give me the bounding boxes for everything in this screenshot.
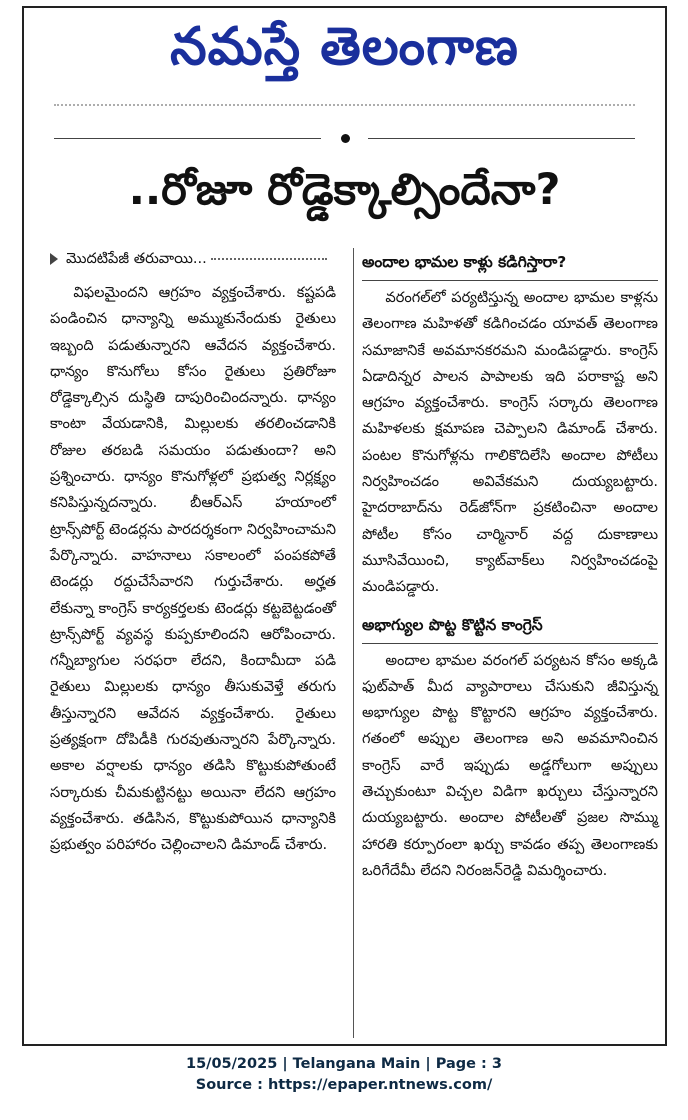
article-paragraph: అందాల భామల వరంగల్ పర్యటన కోసం అక్కడి ఫుట్‌పాత్ మీద వ్యాపారాలు చేసుకుని జీవిస్తున్న అభాగ్యుల పొట్ట కొట్టారని ఆగ్రహం వ్యక్తంచేశారు. గతంలో అప్పుల తెలంగాణ అని అవమానించిన కాంగ్రెస్ వారే ఇప్పుడు అడ్డగోలుగా అప్పులు తెచ్చుకుంటూ విచ్చల విడిగా ఖర్చులు చేస్తున్నారని దుయ్యబట్టారు. అందాల పోటీలతో ప్రజల సొమ్ము హారతి కర్పూరంలా ఖర్చు కావడం తప్ప తెలంగాణకు ఒరిగేదేమీ లేదని నిరంజన్‌రెడ్డి విమర్శించారు. xyxy=(362,651,658,879)
newspaper-clipping xyxy=(22,6,667,1046)
jump-text: మొదటిపేజీ తరువాయి... xyxy=(66,250,207,267)
article-paragraph: విఫలమైందని ఆగ్రహం వ్యక్తంచేశారు. కష్టపడి పండించిన ధాన్యాన్ని అమ్ముకునేందుకు రైతులు ఇబ్బంది పడుతున్నారని ఆవేదన వ్యక్తంచేశారు. ధాన్యం కొనుగోలు కోసం రైతులు ప్రతిరోజూ రోడ్డెక్కాల్సిన దుస్థితి దాపురించిందన్నారు. ధాన్యం కాంటా వేయడానికి, మిల్లులకు తరలించడానికి రోజుల తరబడి సమయం పడుతుందా? అని ప్రశ్నించారు. ధాన్యం కొనుగోళ్లలో ప్రభుత్వ నిర్లక్ష్యం కనిపిస్తున్నదన్నారు. బీఆర్‌ఎస్ హయాంలో ట్రాన్స్‌పోర్ట్ టెండర్లను పారదర్శకంగా నిర్వహించామని పేర్కొన్నారు. వాహనాలు సకాలంలో పంపకపోతే టెండర్లు రద్దుచేసేవారని గుర్తుచేశారు. అర్హత లేకున్నా కాంగ్రెస్ కార్యకర్తలకు టెండర్లు కట్టబెట్టడంతో ట్రాన్స్‌పోర్ట్ వ్యవస్థ కుప్పకూలిందని ఆరోపించారు. గన్నీబ్యాగుల సరఫరా లేదని, కిందామీదా పడి రైతులు మిల్లులకు ధాన్యం తీసుకువెళ్తే తరుగు తీస్తున్నారని ఆవేదన వ్యక్తంచేశారు. రైతులు ప్రత్యక్షంగా దోపిడీకి గురవుతున్నారని పేర్కొన్నారు. అకాల వర్షాలకు ధాన్యం తడిసి కొట్టుకుపోతుంటే సర్కారుకు చీమకుట్టినట్టు అయినా లేదని ఆగ్రహం వ్యక్తంచేశారు. తడిసిన, కొట్టుకుపోయిన ధాన్యానికి ప్రభుత్వం పరిహారం చెల్లించాలని డిమాండ్ చేశారు. xyxy=(50,284,336,854)
dotted-leader xyxy=(211,258,327,260)
separator-rule-left xyxy=(54,138,321,139)
separator-dot xyxy=(341,134,350,143)
cropped-previous-article-line xyxy=(54,104,635,114)
article-left-column xyxy=(50,244,336,859)
masthead-logo: నమస్తే తెలంగాణ xyxy=(170,16,519,77)
column-divider xyxy=(353,248,354,1038)
subheading: అందాల భామల కాళ్లు కడిగిస్తారా? xyxy=(362,246,658,281)
headline-separator xyxy=(54,134,635,144)
footer-source-link[interactable]: Source : https://epaper.ntnews.com/ xyxy=(195,1077,493,1093)
source-footer xyxy=(0,1054,688,1096)
article-paragraph: వరంగల్‌లో పర్యటిస్తున్న అందాల భామల కాళ్లను తెలంగాణ మహిళతో కడిగించడం యావత్ తెలంగాణ సమాజానికే అవమానకరమని మండిపడ్డారు. కాంగ్రెస్ ఏడాదిన్నర పాలన పాపాలకు ఇది పరాకాష్ట అని ఆగ్రహం వ్యక్తంచేశారు. కాంగ్రెస్ సర్కారు తెలంగాణ మహిళలకు క్షమాపణ చెప్పాలని డిమాండ్ చేశారు. పంటల కొనుగోళ్లను గాలికొదిలేసి అందాల పోటీలు నిర్వహించడం అవివేకమని దుయ్యబట్టారు. హైదరాబాద్‌ను రెడ్‌జోన్‌గా ప్రకటించినా అందాల పోటీల కోసం చార్మినార్ వద్ద దుకాణాలు మూసివేయించి, క్యాట్‌వాక్‌లు నిర్వహించడంపై మండిపడ్డారు. xyxy=(362,289,658,596)
article-right-column xyxy=(362,244,658,884)
triangle-arrow-icon xyxy=(50,253,58,265)
separator-rule-right xyxy=(368,138,635,139)
continued-from-front-page xyxy=(50,244,336,276)
footer-date-edition: 15/05/2025 | Telangana Main | Page : 3 xyxy=(185,1056,502,1072)
subheading: అభాగ్యుల పొట్ట కొట్టిన కాంగ్రెస్ xyxy=(362,609,658,644)
article-headline: ..రోజూ రోడ్డెక్కాల్సిందేనా? xyxy=(128,165,561,215)
